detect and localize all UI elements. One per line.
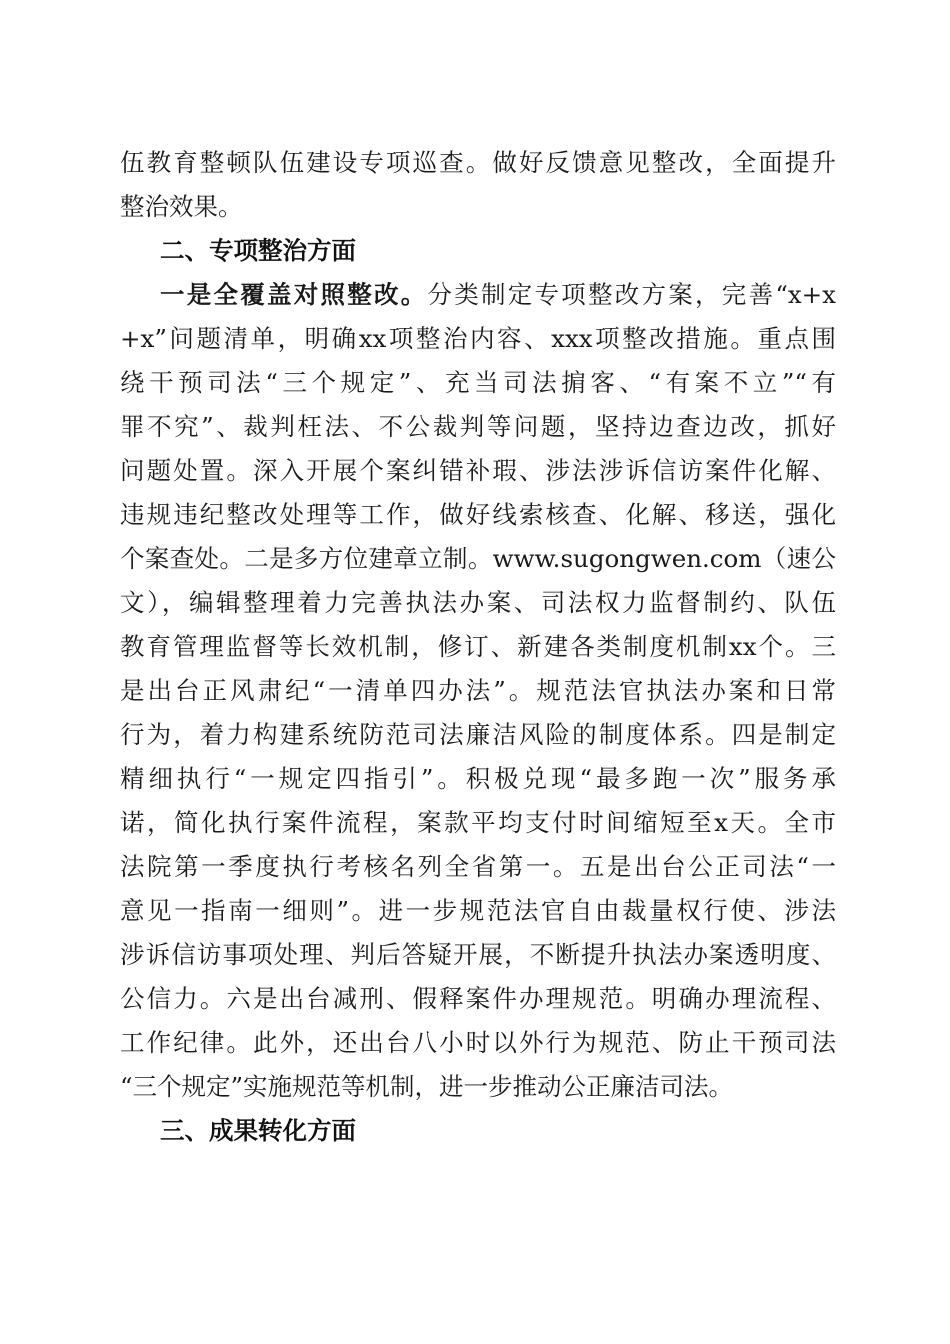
- paragraph-line: 行为，着力构建系统防范司法廉洁风险的制度体系。四是制定: [120, 720, 836, 749]
- lead-rest-text: 分类制定专项整改方案，完善“x+x: [427, 280, 837, 309]
- section-heading: 三、成果转化方面: [160, 1116, 356, 1145]
- paragraph-line: 法院第一季度执行考核名列全省第一。五是出台公正司法“一: [120, 852, 836, 881]
- section-heading: 二、专项整治方面: [160, 236, 356, 265]
- bold-lead-text: 一是全覆盖对照整改。: [160, 280, 428, 309]
- paragraph-line: +x”问题清单，明确xx项整治内容、xxx项整改措施。重点围: [120, 324, 836, 353]
- paragraph-line: 伍教育整顿队伍建设专项巡查。做好反馈意见整改，全面提升: [120, 148, 836, 177]
- paragraph-line: 问题处置。深入开展个案纠错补瑕、涉法涉诉信访案件化解、: [120, 456, 836, 485]
- paragraph-line: 诺，简化执行案件流程，案款平均支付时间缩短至x天。全市: [120, 808, 836, 837]
- paragraph-line: 个案查处。二是多方位建章立制。www.sugongwen.com（速公: [120, 544, 836, 573]
- paragraph-line: “三个规定”实施规范等机制，进一步推动公正廉洁司法。: [120, 1072, 734, 1101]
- paragraph-line: 意见一指南一细则”。进一步规范法官自由裁量权行使、涉法: [120, 896, 836, 925]
- paragraph-first-line: [160, 273, 836, 317]
- paragraph-line: 公信力。六是出台减刑、假释案件办理规范。明确办理流程、: [120, 984, 836, 1013]
- paragraph-line: 整治效果。: [120, 192, 243, 221]
- paragraph-line: 绕干预司法“三个规定”、充当司法掮客、“有案不立”“有: [120, 368, 836, 397]
- paragraph-line: 罪不究”、裁判枉法、不公裁判等问题，坚持边查边改，抓好: [120, 412, 836, 441]
- paragraph-line: 文），编辑整理着力完善执法办案、司法权力监督制约、队伍: [120, 588, 836, 617]
- paragraph-line: 工作纪律。此外，还出台八小时以外行为规范、防止干预司法: [120, 1028, 836, 1057]
- paragraph-line: 涉诉信访事项处理、判后答疑开展，不断提升执法办案透明度、: [120, 940, 836, 969]
- paragraph-line: 是出台正风肃纪“一清单四办法”。规范法官执法办案和日常: [120, 676, 836, 705]
- paragraph-line: 精细执行“一规定四指引”。积极兑现“最多跑一次”服务承: [120, 764, 836, 793]
- paragraph-line: 教育管理监督等长效机制，修订、新建各类制度机制xx个。三: [120, 632, 836, 661]
- paragraph-line: 违规违纪整改处理等工作，做好线索核查、化解、移送，强化: [120, 500, 836, 529]
